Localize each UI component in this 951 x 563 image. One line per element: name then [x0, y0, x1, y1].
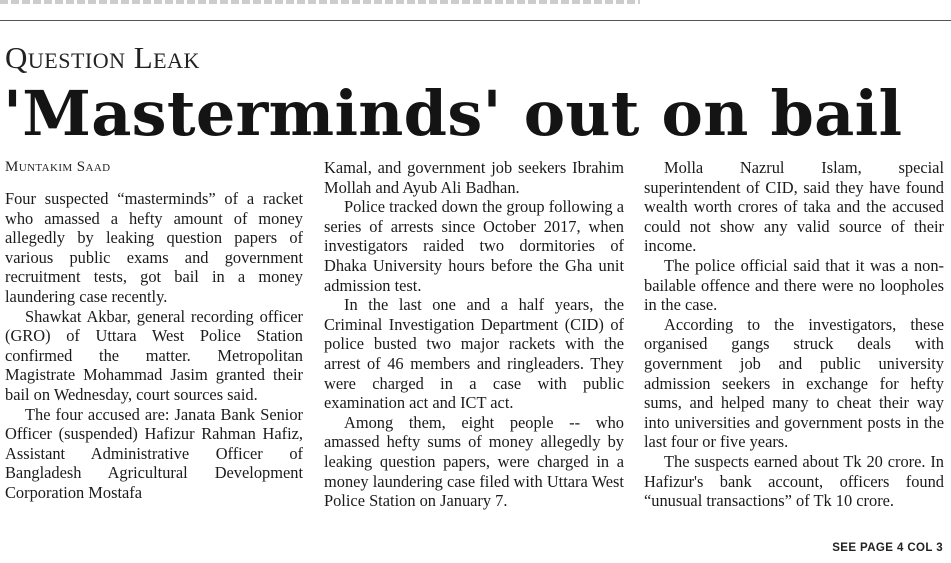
- kicker: Question Leak: [5, 40, 200, 75]
- paragraph: Shawkat Akbar, general recording officer (GRO) of Uttara West Police Station confirmed the matter. Metropolitan Magistrate Mohammad Jasim granted their bail on Wednesday, court sources said.: [5, 306, 303, 404]
- paragraph: According to the investigators, these organised gangs struck deals with government job and public university admission seekers in exchange for hefty sums, and helped many to cheat their way into universities and government posts in the last four or five years.: [644, 314, 944, 452]
- continued-on-page: SEE PAGE 4 COL 3: [832, 542, 943, 554]
- article-column-3: [644, 158, 944, 511]
- paragraph: The suspects earned about Tk 20 crore. In Hafizur's bank account, officers found “unusual transactions” of Tk 10 crore.: [644, 451, 944, 511]
- headline: 'Masterminds' out on bail: [3, 77, 903, 150]
- paragraph: Police tracked down the group following a series of arrests since October 2017, when investigators raided two dormitories of Dhaka University hours before the Gha unit admission test.: [324, 197, 624, 295]
- paragraph: Four suspected “masterminds” of a racket who amassed a hefty amount of money allegedly by leaking question papers of various public exams and government recruitment tests, got bail in a money laundering case recently.: [5, 189, 303, 306]
- paragraph: Molla Nazrul Islam, special superintendent of CID, said they have found wealth worth crores of taka and the accused could not show any valid source of their income.: [644, 158, 944, 256]
- article-column-1: [5, 158, 303, 503]
- paragraph: In the last one and a half years, the Criminal Investigation Department (CID) of police busted two major rackets with the arrest of 46 members and ringleaders. They were charged in a case with public examination act and ICT act.: [324, 295, 624, 413]
- section-divider: [0, 20, 951, 21]
- paragraph: The police official said that it was a non-bailable offence and there were no loopholes in the case.: [644, 255, 944, 315]
- paragraph: Kamal, and government job seekers Ibrahim Mollah and Ayub Ali Badhan.: [324, 158, 624, 197]
- byline: Muntakim Saad: [5, 159, 111, 175]
- previous-story-cutoff: [0, 0, 640, 4]
- paragraph: The four accused are: Janata Bank Senior Officer (suspended) Hafizur Rahman Hafiz, Assistant Administrative Officer of Bangladesh Agricultural Development Corporation Mostafa: [5, 404, 303, 502]
- article-column-2: [324, 158, 624, 511]
- paragraph: Among them, eight people -- who amassed hefty sums of money allegedly by leaking question papers, were charged in a money laundering case filed with Uttara West Police Station on January 7.: [324, 412, 624, 511]
